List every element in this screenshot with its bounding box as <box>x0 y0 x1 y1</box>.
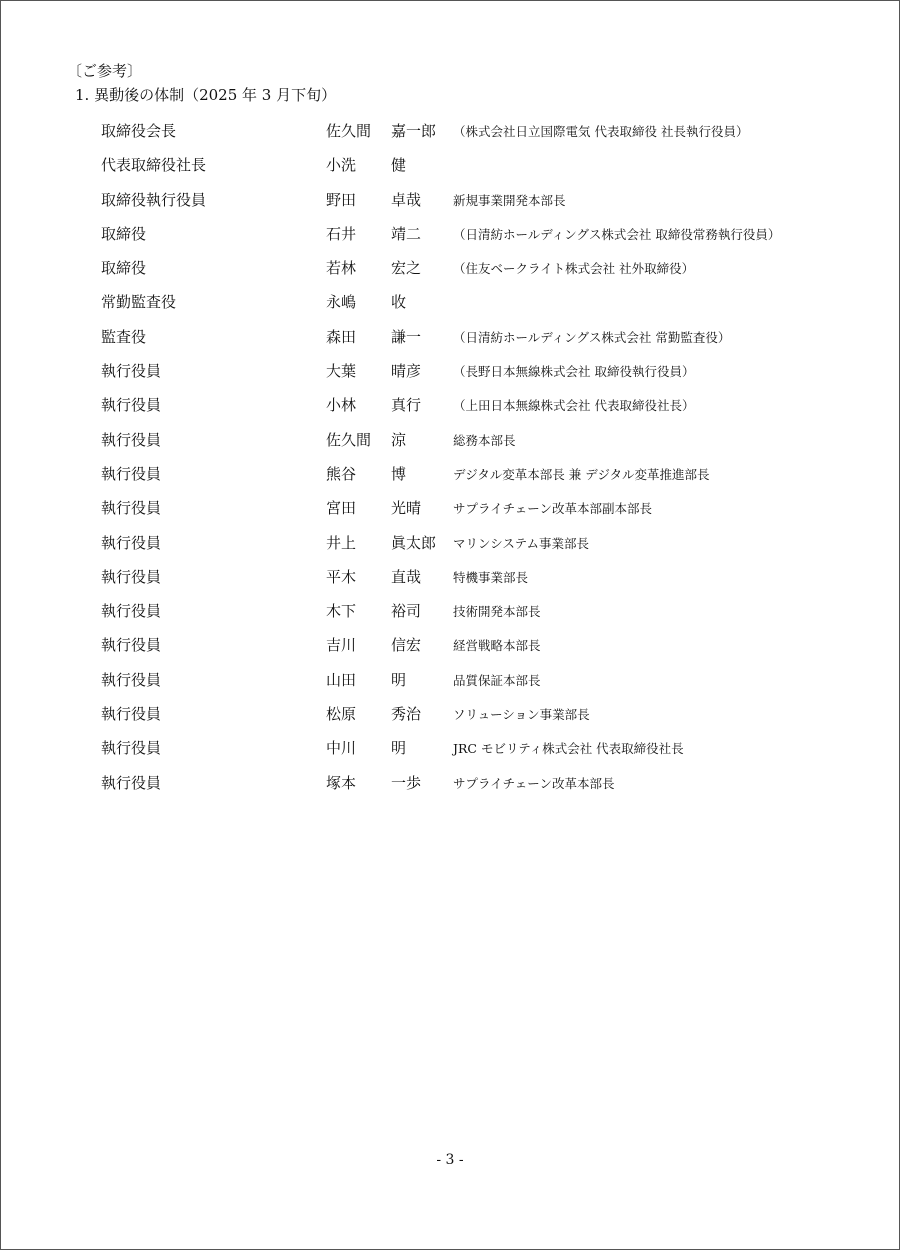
officer-surname: 中川 <box>326 739 357 758</box>
officer-surname: 石井 <box>326 224 357 243</box>
officer-given-name: 靖二 <box>391 224 422 243</box>
officer-given-name: 晴彦 <box>391 362 422 381</box>
officer-note: ソリューション事業部長 <box>453 707 590 723</box>
officer-title: 執行役員 <box>101 464 162 483</box>
officer-given-name: 卓哉 <box>391 190 422 209</box>
officer-row <box>101 327 841 361</box>
officer-row <box>101 190 841 224</box>
officer-title: 執行役員 <box>101 773 162 792</box>
officer-surname: 小洗 <box>326 156 357 175</box>
officer-surname: 松原 <box>326 705 357 724</box>
officer-note: 総務本部長 <box>453 432 516 448</box>
reference-label: 〔ご参考〕 <box>67 62 143 80</box>
officer-title: 執行役員 <box>101 670 162 689</box>
officer-note: （株式会社日立国際電気 代表取締役 社長執行役員） <box>453 124 749 139</box>
officer-row <box>101 773 841 807</box>
officer-given-name: 明 <box>391 739 407 758</box>
officer-surname: 永嶋 <box>326 293 357 312</box>
officer-given-name: 信宏 <box>391 636 422 655</box>
officer-row <box>101 498 841 532</box>
officer-note: （住友ベークライト株式会社 社外取締役） <box>453 261 695 277</box>
officer-surname: 野田 <box>326 190 357 209</box>
officer-given-name: 一歩 <box>391 773 422 792</box>
officer-surname: 佐久間 <box>326 122 372 140</box>
officer-row <box>101 121 841 155</box>
officer-given-name: 收 <box>391 293 407 312</box>
officer-row <box>101 292 841 326</box>
officer-surname: 森田 <box>326 327 357 346</box>
officer-surname: 吉川 <box>326 636 357 655</box>
officer-title: 執行役員 <box>101 602 162 621</box>
officer-row <box>101 430 841 464</box>
officer-surname: 宮田 <box>326 499 357 518</box>
officer-surname: 井上 <box>326 533 357 552</box>
officer-title: 取締役執行役員 <box>101 190 207 209</box>
officer-title: 取締役会長 <box>101 122 177 140</box>
officer-given-name: 博 <box>391 464 407 483</box>
officer-surname: 大葉 <box>326 362 357 381</box>
officer-note: 品質保証本部長 <box>453 672 541 688</box>
officer-note: サプライチェーン改革本部長 <box>453 775 615 791</box>
page-number: - 3 - <box>436 1152 464 1168</box>
officer-title: 取締役 <box>101 259 147 278</box>
officer-title: 執行役員 <box>101 396 162 415</box>
officer-surname: 山田 <box>326 670 357 689</box>
officer-note: （日清紡ホールディングス株式会社 取締役常務執行役員） <box>453 226 781 242</box>
officer-given-name: 謙一 <box>391 327 422 346</box>
officer-given-name: 眞太郎 <box>391 533 437 552</box>
officer-surname: 塚本 <box>326 773 357 792</box>
officer-note: サプライチェーン改革本部副本部長 <box>453 501 653 517</box>
officer-title: 執行役員 <box>101 567 162 586</box>
officer-given-name: 裕司 <box>391 602 422 621</box>
officer-surname: 小林 <box>326 396 357 415</box>
officer-surname: 熊谷 <box>326 464 357 483</box>
officer-title: 常勤監査役 <box>101 293 177 312</box>
officer-given-name: 健 <box>391 156 407 175</box>
officer-row <box>101 704 841 738</box>
officer-note: （上田日本無線株式会社 代表取締役社長） <box>453 398 695 414</box>
officer-roster <box>101 121 841 807</box>
officer-note: デジタル変革本部長 兼 デジタル変革推進部長 <box>453 466 710 482</box>
officer-title: 取締役 <box>101 224 147 243</box>
officer-row <box>101 567 841 601</box>
officer-title: 執行役員 <box>101 430 162 449</box>
officer-given-name: 宏之 <box>391 259 422 278</box>
officer-note: （長野日本無線株式会社 取締役執行役員） <box>453 364 695 380</box>
officer-note: 経営戦略本部長 <box>453 638 541 654</box>
officer-row <box>101 155 841 189</box>
officer-given-name: 明 <box>391 670 407 689</box>
officer-row <box>101 738 841 772</box>
officer-title: 執行役員 <box>101 362 162 381</box>
officer-title: 監査役 <box>101 327 147 346</box>
officer-row <box>101 533 841 567</box>
officer-note: 特機事業部長 <box>453 569 529 585</box>
officer-row <box>101 670 841 704</box>
section-title: 1. 異動後の体制（2025 年 3 月下旬） <box>75 86 337 104</box>
officer-note: JRC モビリティ株式会社 代表取締役社長 <box>453 741 684 757</box>
officer-title: 執行役員 <box>101 533 162 552</box>
officer-title: 執行役員 <box>101 636 162 655</box>
officer-row <box>101 258 841 292</box>
officer-row <box>101 464 841 498</box>
officer-row <box>101 635 841 669</box>
officer-title: 代表取締役社長 <box>101 156 207 175</box>
officer-note: 技術開発本部長 <box>453 604 541 620</box>
officer-surname: 佐久間 <box>326 430 372 449</box>
officer-given-name: 直哉 <box>391 567 422 586</box>
officer-row <box>101 395 841 429</box>
officer-row <box>101 361 841 395</box>
officer-given-name: 真行 <box>391 396 422 415</box>
officer-title: 執行役員 <box>101 499 162 518</box>
officer-surname: 若林 <box>326 259 357 278</box>
officer-surname: 平木 <box>326 567 357 586</box>
officer-given-name: 秀治 <box>391 705 422 724</box>
officer-title: 執行役員 <box>101 739 162 758</box>
officer-given-name: 光晴 <box>391 499 422 518</box>
officer-title: 執行役員 <box>101 705 162 724</box>
officer-note: 新規事業開発本部長 <box>453 192 566 208</box>
officer-note: （日清紡ホールディングス株式会社 常勤監査役） <box>453 329 731 345</box>
officer-note: マリンシステム事業部長 <box>453 535 589 551</box>
officer-surname: 木下 <box>326 602 357 621</box>
officer-given-name: 涼 <box>391 430 407 449</box>
officer-row <box>101 601 841 635</box>
officer-given-name: 嘉一郎 <box>391 122 437 140</box>
officer-row <box>101 224 841 258</box>
